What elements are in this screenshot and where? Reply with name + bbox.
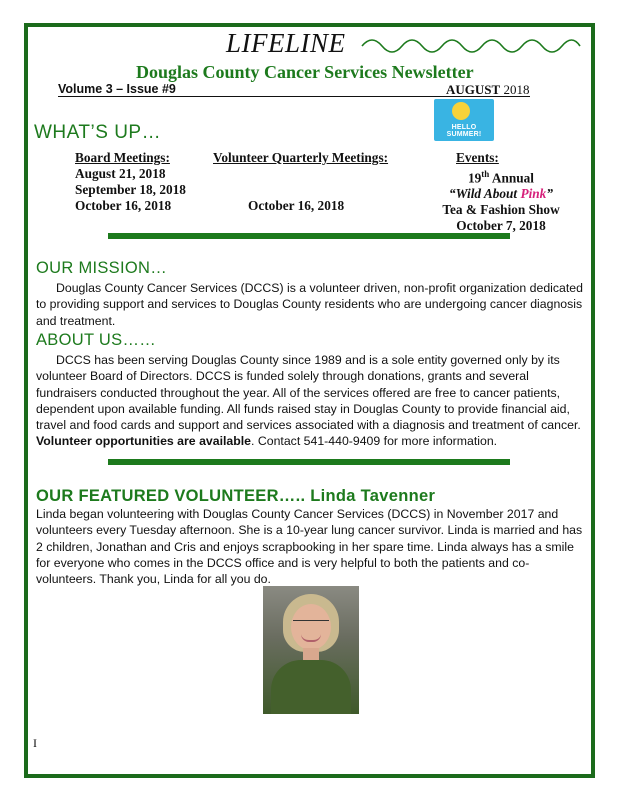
photo-glasses — [293, 620, 329, 629]
events-heading: Events: — [456, 150, 499, 165]
photo-jacket — [271, 660, 351, 714]
volunteer-photo — [263, 586, 359, 714]
volume-issue: Volume 3 – Issue #9 — [58, 82, 176, 96]
featured-volunteer-heading: OUR FEATURED VOLUNTEER….. Linda Tavenner — [36, 487, 436, 505]
board-meetings-heading: Board Meetings: — [75, 150, 170, 165]
featured-volunteer-text: Linda began volunteering with Douglas County Cancer Services (DCCS) in November 2017 and volunteers every Tuesday afternoon. She is a 10-year lung cancer survivor. Linda is married and has 2 children, Jonathan and Cris and enjoys scrapbooking in her spare time. Linda always has a smile for everyone who comes in the DCCS office and is very helpful to both the patients and co-volunteers. Thank you, Linda for all you do. — [36, 507, 583, 587]
board-date: October 16, 2018 — [75, 198, 172, 213]
wave-decoration-icon — [360, 32, 582, 56]
section-divider — [108, 233, 510, 239]
section-divider — [108, 459, 510, 465]
event-line: 19th Annual — [467, 169, 535, 186]
volunteer-meeting-date: October 16, 2018 — [248, 198, 345, 213]
board-date: September 18, 2018 — [75, 182, 186, 197]
volunteer-meetings-column — [213, 150, 389, 213]
hello-summer-text: HELLO SUMMER! — [446, 124, 482, 138]
volunteer-meetings-heading: Volunteer Quarterly Meetings: — [213, 150, 389, 165]
about-heading: ABOUT US…… — [36, 331, 157, 349]
about-text: DCCS has been serving Douglas County since 1989 and is a sole entity governed only by its volunteer Board of Directors. DCCS is funded solely through donations, grants and several fundraisers conducted throughout the year. All of the services offered are free to cancer patients, dependent upon available funding. All funds raised stay in Douglas County to provide financial aid, travel and food cards and support and services associated with a diagnosis and treatment of cancer. Volunteer opportunities are available. Contact 541-440-9409 for more information. — [36, 353, 581, 449]
board-meetings-column — [75, 150, 186, 214]
sun-icon — [452, 102, 470, 120]
board-date: August 21, 2018 — [75, 166, 166, 181]
events-column — [421, 166, 581, 234]
mission-heading: OUR MISSION… — [36, 259, 168, 277]
issue-date: AUGUST 2018 — [446, 82, 530, 97]
event-date: October 7, 2018 — [456, 218, 546, 234]
event-name: “Wild About Pink” — [449, 186, 553, 202]
page-number: I — [33, 736, 37, 750]
newsletter-title: LIFELINE — [226, 28, 346, 58]
newsletter-subtitle: Douglas County Cancer Services Newsletter — [136, 62, 474, 82]
mission-text: Douglas County Cancer Services (DCCS) is a volunteer driven, non-profit organization dedicated to providing support and services to Douglas County residents who are undergoing cancer diagnosis and treatment. — [36, 281, 583, 328]
event-line: Tea & Fashion Show — [442, 202, 560, 218]
whats-up-heading: WHAT’S UP… — [34, 122, 162, 143]
